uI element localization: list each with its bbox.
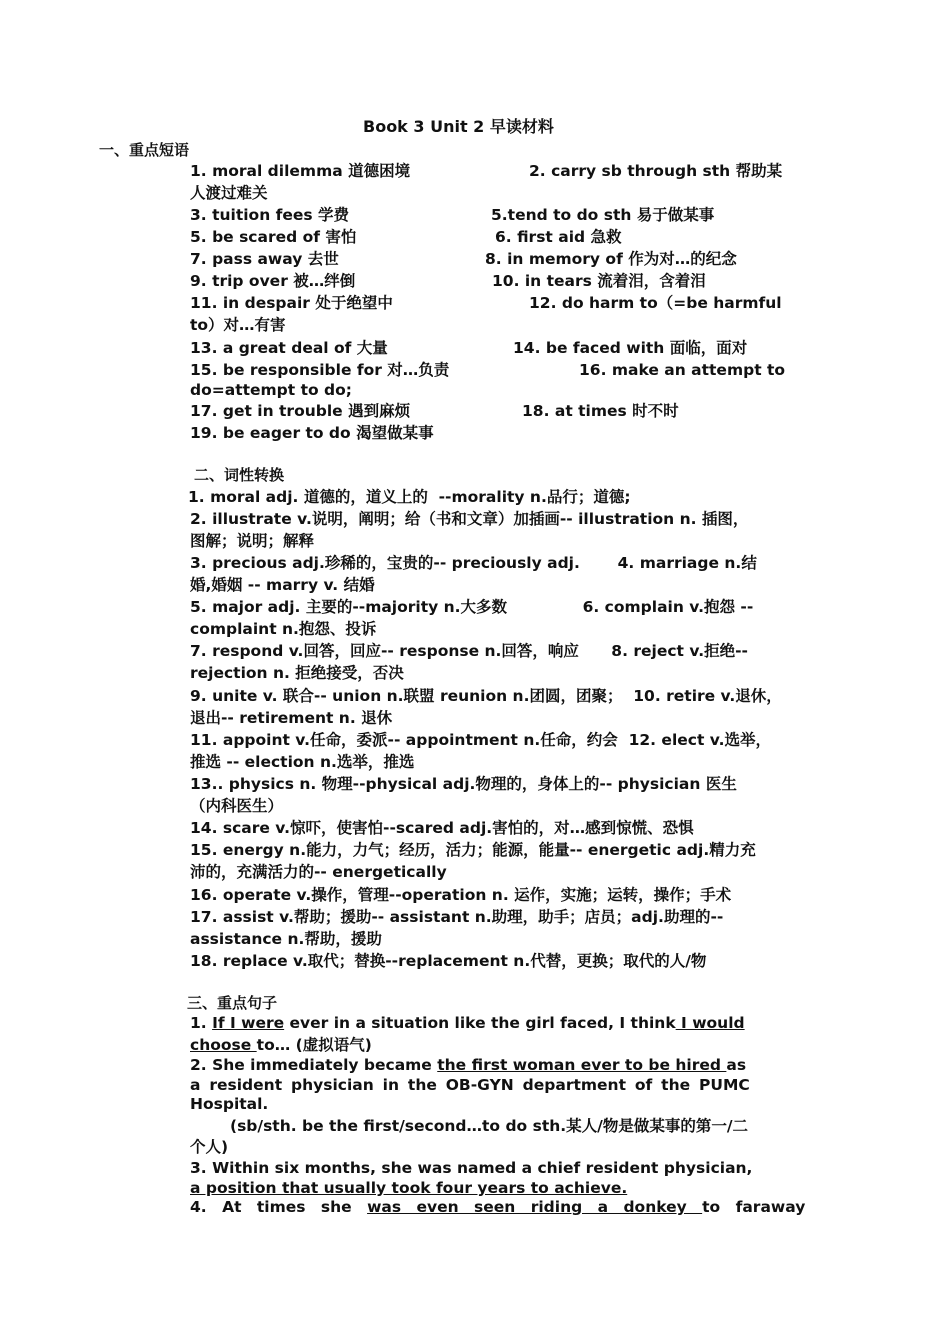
phrase-line: 2. carry sb through sth 帮助某 bbox=[529, 162, 783, 180]
word-form-line: 图解；说明；解释 bbox=[190, 532, 315, 550]
word-form-line: 13.. physics n. 物理--physical adj.物理的，身体上的-- physician 医生 bbox=[190, 775, 737, 793]
word-form-line: 17. assist v.帮助；援助-- assistant n.助理，助手；店员；adj.助理的-- bbox=[190, 908, 724, 926]
word-form-line: 2. illustrate v.说明，阐明；给（书和文章）加插画-- illustration n. 插图， bbox=[190, 510, 749, 528]
phrase-line: 9. trip over 被…绊倒 bbox=[190, 272, 356, 290]
phrase-line: 5. be scared of 害怕 bbox=[190, 228, 357, 246]
word-form-line: 婚,婚姻 -- marry v. 结婚 bbox=[190, 576, 375, 594]
word-form-line: assistance n.帮助，援助 bbox=[190, 930, 382, 948]
section-2-heading: 二、词性转换 bbox=[194, 466, 285, 484]
phrase-line: 5.tend to do sth 易于做某事 bbox=[491, 206, 715, 224]
phrase-line: 17. get in trouble 遇到麻烦 bbox=[190, 402, 411, 420]
sentence-3-line: 3. Within six months, she was named a chief resident physician, bbox=[190, 1159, 753, 1177]
word-form-line: （内科医生） bbox=[190, 797, 284, 815]
underlined-phrase: was even seen riding a donkey bbox=[367, 1198, 703, 1216]
word-form-line: 1. moral adj. 道德的，道义上的 --morality n.品行；道德; bbox=[188, 488, 631, 506]
phrase-line: 18. at times 时不时 bbox=[522, 402, 679, 420]
phrase-line: 8. in memory of 作为对…的纪念 bbox=[485, 250, 737, 268]
sentence-2-note: 个人) bbox=[190, 1138, 229, 1156]
underlined-phrase: If I were bbox=[212, 1014, 285, 1032]
section-3-heading: 三、重点句子 bbox=[187, 994, 278, 1012]
word-form-line: 5. major adj. 主要的--majority n.大多数 6. complain v.抱怨 -- bbox=[190, 598, 754, 616]
word-form-line: 退出-- retirement n. 退休 bbox=[190, 709, 393, 727]
word-form-line: 11. appoint v.任命，委派-- appointment n.任命，约会 12. elect v.选举， bbox=[190, 731, 771, 749]
underlined-phrase: a position that usually took four years to achieve. bbox=[190, 1179, 628, 1197]
underlined-phrase: the first woman ever to be hired bbox=[437, 1056, 727, 1074]
phrase-line: do=attempt to do; bbox=[190, 381, 352, 399]
phrase-line: 13. a great deal of 大量 bbox=[190, 339, 388, 357]
sentence-4-line: 4. At times she was even seen riding a donkey to faraway bbox=[190, 1198, 806, 1216]
underlined-phrase: I would bbox=[675, 1014, 745, 1032]
underlined-phrase: choose bbox=[190, 1036, 257, 1054]
sentence-1-line: choose to… (虚拟语气) bbox=[190, 1036, 372, 1054]
word-form-line: 7. respond v.回答，回应-- response n.回答，响应 8. reject v.拒绝-- bbox=[190, 642, 748, 660]
phrase-line: to）对…有害 bbox=[190, 316, 286, 334]
sentence-3-line bbox=[190, 1178, 627, 1198]
phrase-line: 15. be responsible for 对…负责 bbox=[190, 361, 450, 379]
phrase-line: 3. tuition fees 学费 bbox=[190, 206, 350, 224]
word-form-line: rejection n. 拒绝接受，否决 bbox=[190, 664, 404, 682]
sentence-2-line: Hospital. bbox=[190, 1095, 269, 1113]
sentence-2-line: 2. She immediately became the first woman ever to be hired as bbox=[190, 1056, 747, 1074]
word-form-line: 15. energy n.能力，力气；经历，活力；能源，能量-- energetic adj.精力充 bbox=[190, 841, 756, 859]
word-form-line: 14. scare v.惊吓，使害怕--scared adj.害怕的，对…感到惊慌、恐惧 bbox=[190, 819, 694, 837]
phrase-line: 14. be faced with 面临，面对 bbox=[513, 339, 748, 357]
word-form-line: 推选 -- election n.选举，推选 bbox=[190, 753, 415, 771]
phrase-line: 11. in despair 处于绝望中 bbox=[190, 294, 393, 312]
sentence-2-line: a resident physician in the OB-GYN department of the PUMC bbox=[190, 1076, 750, 1094]
phrase-line: 12. do harm to（=be harmful bbox=[529, 294, 782, 312]
phrase-line: 6. first aid 急救 bbox=[495, 228, 622, 246]
section-1-heading: 一、重点短语 bbox=[99, 141, 190, 159]
word-form-line: 沛的，充满活力的-- energetically bbox=[190, 863, 447, 881]
phrase-line: 19. be eager to do 渴望做某事 bbox=[190, 424, 434, 442]
phrase-line: 1. moral dilemma 道德困境 bbox=[190, 162, 411, 180]
phrase-line: 10. in tears 流着泪，含着泪 bbox=[492, 272, 706, 290]
phrase-line: 人渡过难关 bbox=[190, 184, 268, 202]
word-form-line: 3. precious adj.珍稀的，宝贵的-- preciously adj. 4. marriage n.结 bbox=[190, 554, 757, 572]
word-form-line: complaint n.抱怨、投诉 bbox=[190, 620, 377, 638]
page-title: Book 3 Unit 2 早读材料 bbox=[363, 117, 554, 136]
phrase-line: 7. pass away 去世 bbox=[190, 250, 339, 268]
word-form-line: 16. operate v.操作，管理--operation n. 运作，实施；运转，操作；手术 bbox=[190, 886, 732, 904]
sentence-2-note: (sb/sth. be the first/second…to do sth.某人/物是做某事的第一/二 bbox=[230, 1117, 748, 1135]
phrase-line: 16. make an attempt to bbox=[579, 361, 786, 379]
word-form-line: 18. replace v.取代；替换--replacement n.代替，更换；取代的人/物 bbox=[190, 952, 707, 970]
word-form-line: 9. unite v. 联合-- union n.联盟 reunion n.团圆，团聚； 10. retire v.退休， bbox=[190, 687, 782, 705]
sentence-1-line: 1. If I were ever in a situation like the girl faced, I think I would bbox=[190, 1014, 745, 1032]
